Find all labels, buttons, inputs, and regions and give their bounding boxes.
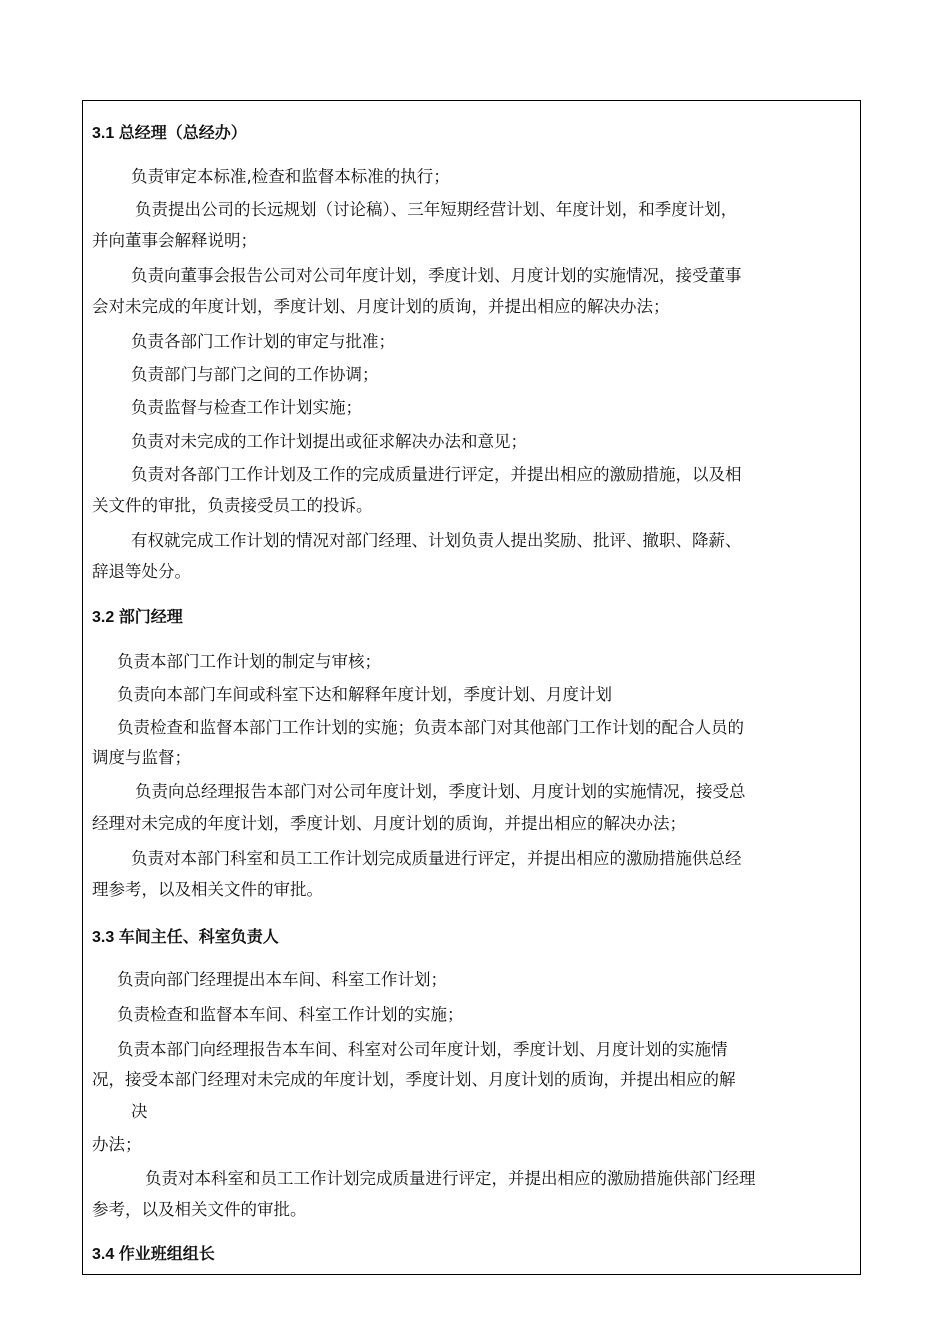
paragraph-line: 参考，以及相关文件的审批。: [92, 1200, 307, 1219]
paragraph-line: 负责各部门工作计划的审定与批准；: [131, 332, 395, 351]
paragraph-line: 办法；: [92, 1135, 142, 1154]
paragraph-line: 负责检查和监督本部门工作计划的实施；负责本部门对其他部门工作计划的配合人员的: [117, 718, 744, 737]
paragraph-line: 辞退等处分。: [92, 562, 191, 581]
paragraph-line: 负责向董事会报告公司对公司年度计划，季度计划、月度计划的实施情况，接受董事: [131, 266, 742, 285]
paragraph-line: 关文件的审批，负责接受员工的投诉。: [92, 496, 373, 515]
paragraph-line: 负责检查和监督本车间、科室工作计划的实施；: [117, 1005, 464, 1024]
paragraph-line: 负责本部门工作计划的制定与审核；: [117, 652, 381, 671]
paragraph-line: 并向董事会解释说明；: [92, 231, 257, 250]
paragraph-line: 负责对本科室和员工工作计划完成质量进行评定，并提出相应的激励措施供部门经理: [145, 1169, 756, 1188]
paragraph-line: 会对未完成的年度计划，季度计划、月度计划的质询，并提出相应的解决办法；: [92, 297, 670, 316]
section-heading: 3.4 作业班组组长: [92, 1246, 215, 1263]
section-heading: 3.3 车间主任、科室负责人: [92, 929, 279, 946]
paragraph-line: 负责提出公司的长远规划（讨论稿）、三年短期经营计划、年度计划，和季度计划，: [135, 200, 738, 219]
paragraph-line: 负责向部门经理提出本车间、科室工作计划；: [117, 970, 447, 989]
paragraph-line: 负责向本部门车间或科室下达和解释年度计划，季度计划、月度计划: [117, 685, 612, 704]
section-heading: 3.1 总经理（总经办）: [92, 125, 247, 142]
paragraph-line: 负责部门与部门之间的工作协调；: [131, 365, 379, 384]
paragraph-line: 理参考，以及相关文件的审批。: [92, 880, 323, 899]
paragraph-line: 调度与监督；: [92, 748, 191, 767]
paragraph-line: 负责对各部门工作计划及工作的完成质量进行评定，并提出相应的激励措施，以及相: [131, 465, 742, 484]
paragraph-line: 负责对本部门科室和员工工作计划完成质量进行评定，并提出相应的激励措施供总经: [131, 849, 742, 868]
paragraph-line: 况，接受本部门经理对未完成的年度计划，季度计划、月度计划的质询，并提出相应的解: [92, 1070, 736, 1089]
paragraph-line: 有权就完成工作计划的情况对部门经理、计划负责人提出奖励、批评、撤职、降薪、: [131, 531, 742, 550]
paragraph-line: 负责审定本标准,检查和监督本标准的执行；: [131, 167, 450, 186]
paragraph-line: 负责向总经理报告本部门对公司年度计划，季度计划、月度计划的实施情况，接受总: [135, 782, 746, 801]
paragraph-line: 负责对未完成的工作计划提出或征求解决办法和意见；: [131, 432, 527, 451]
section-heading: 3.2 部门经理: [92, 609, 183, 626]
paragraph-line: 决: [131, 1102, 148, 1121]
paragraph-line: 负责本部门向经理报告本车间、科室对公司年度计划，季度计划、月度计划的实施情: [117, 1040, 728, 1059]
paragraph-line: 负责监督与检查工作计划实施；: [131, 398, 362, 417]
paragraph-line: 经理对未完成的年度计划，季度计划、月度计划的质询，并提出相应的解决办法；: [92, 814, 686, 833]
